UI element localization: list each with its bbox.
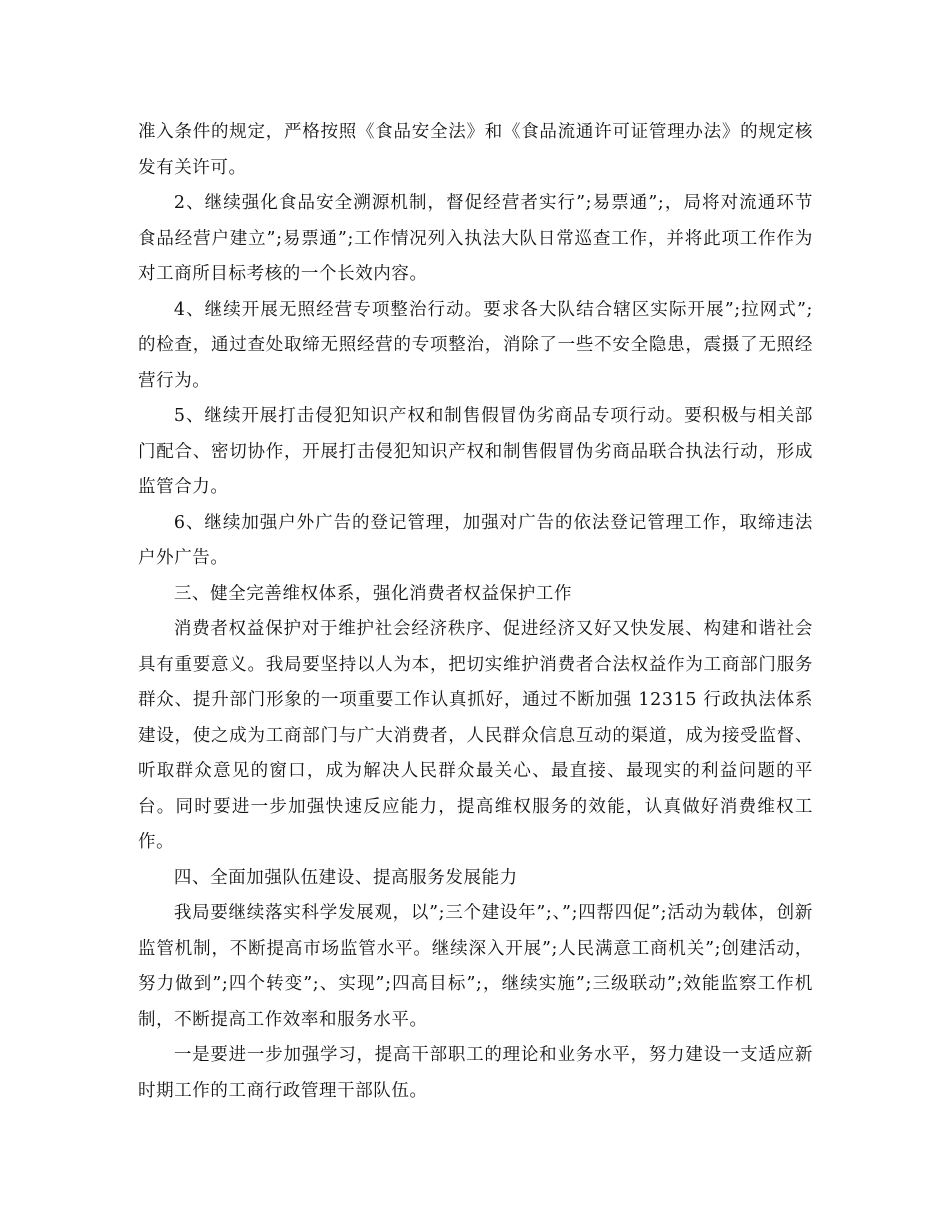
paragraph-study: 一是要进一步加强学习，提高干部职工的理论和业务水平，努力建设一支适应新时期工作的工商行政管理干部队伍。 <box>138 1045 813 1101</box>
paragraph-item-4: 4、继续开展无照经营专项整治行动。要求各大队结合辖区实际开展”;拉网式”;的检查，通过查处取缔无照经营的专项整治，消除了一些不安全隐患，震摄了无照经营行为。 <box>138 299 813 391</box>
paragraph-item-6: 6、继续加强户外广告的登记管理，加强对广告的依法登记管理工作，取缔违法户外广告。 <box>138 512 813 568</box>
paragraph-item-5: 5、继续开展打击侵犯知识产权和制售假冒伪劣商品专项行动。要积极与相关部门配合、密切协作，开展打击侵犯知识产权和制售假冒伪劣商品联合执法行动，形成监管合力。 <box>138 406 813 497</box>
section-heading-4: 四、全面加强队伍建设、提高服务发展能力 <box>173 867 518 888</box>
paragraph-team-building: 我局要继续落实科学发展观，以”;三个建设年”;、”;四帮四促”;活动为载体，创新监管机制，不断提高市场监管水平。继续深入开展”;人民满意工商机关”;创建活动，努力做到”;四个转变”;、实现”;四高目标”;，继续实施”;三级联动”;效能监察工作机制，不断提高工作效率和服务水平。 <box>138 903 813 1030</box>
document-body <box>138 115 813 1109</box>
paragraph-item-2: 2、继续强化食品安全溯源机制，督促经营者实行”;易票通”;，局将对流通环节食品经营户建立”;易票通”;工作情况列入执法大队日常巡查工作，并将此项工作作为对工商所目标考核的一个长效内容。 <box>138 193 813 284</box>
section-heading-3: 三、健全完善维权体系，强化消费者权益保护工作 <box>173 583 573 604</box>
paragraph-consumer-rights: 消费者权益保护对于维护社会经济秩序、促进经济又好又快发展、构建和谐社会具有重要意义。我局要坚持以人为本，把切实维护消费者合法权益作为工商部门服务群众、提升部门形象的一项重要工作认真抓好，通过不断加强 12315 行政执法体系建设，使之成为工商部门与广大消费者，人民群众信息互动的渠道，成为接受监督、听取群众意见的窗口，成为解决人民群众最关心、最直接、最现实的利益问题的平台。同时要进一步加强快速反应能力，提高维权服务的效能，认真做好消费维权工作。 <box>138 619 813 852</box>
paragraph-continuation: 准入条件的规定，严格按照《食品安全法》和《食品流通许可证管理办法》的规定核发有关许可。 <box>138 122 813 178</box>
